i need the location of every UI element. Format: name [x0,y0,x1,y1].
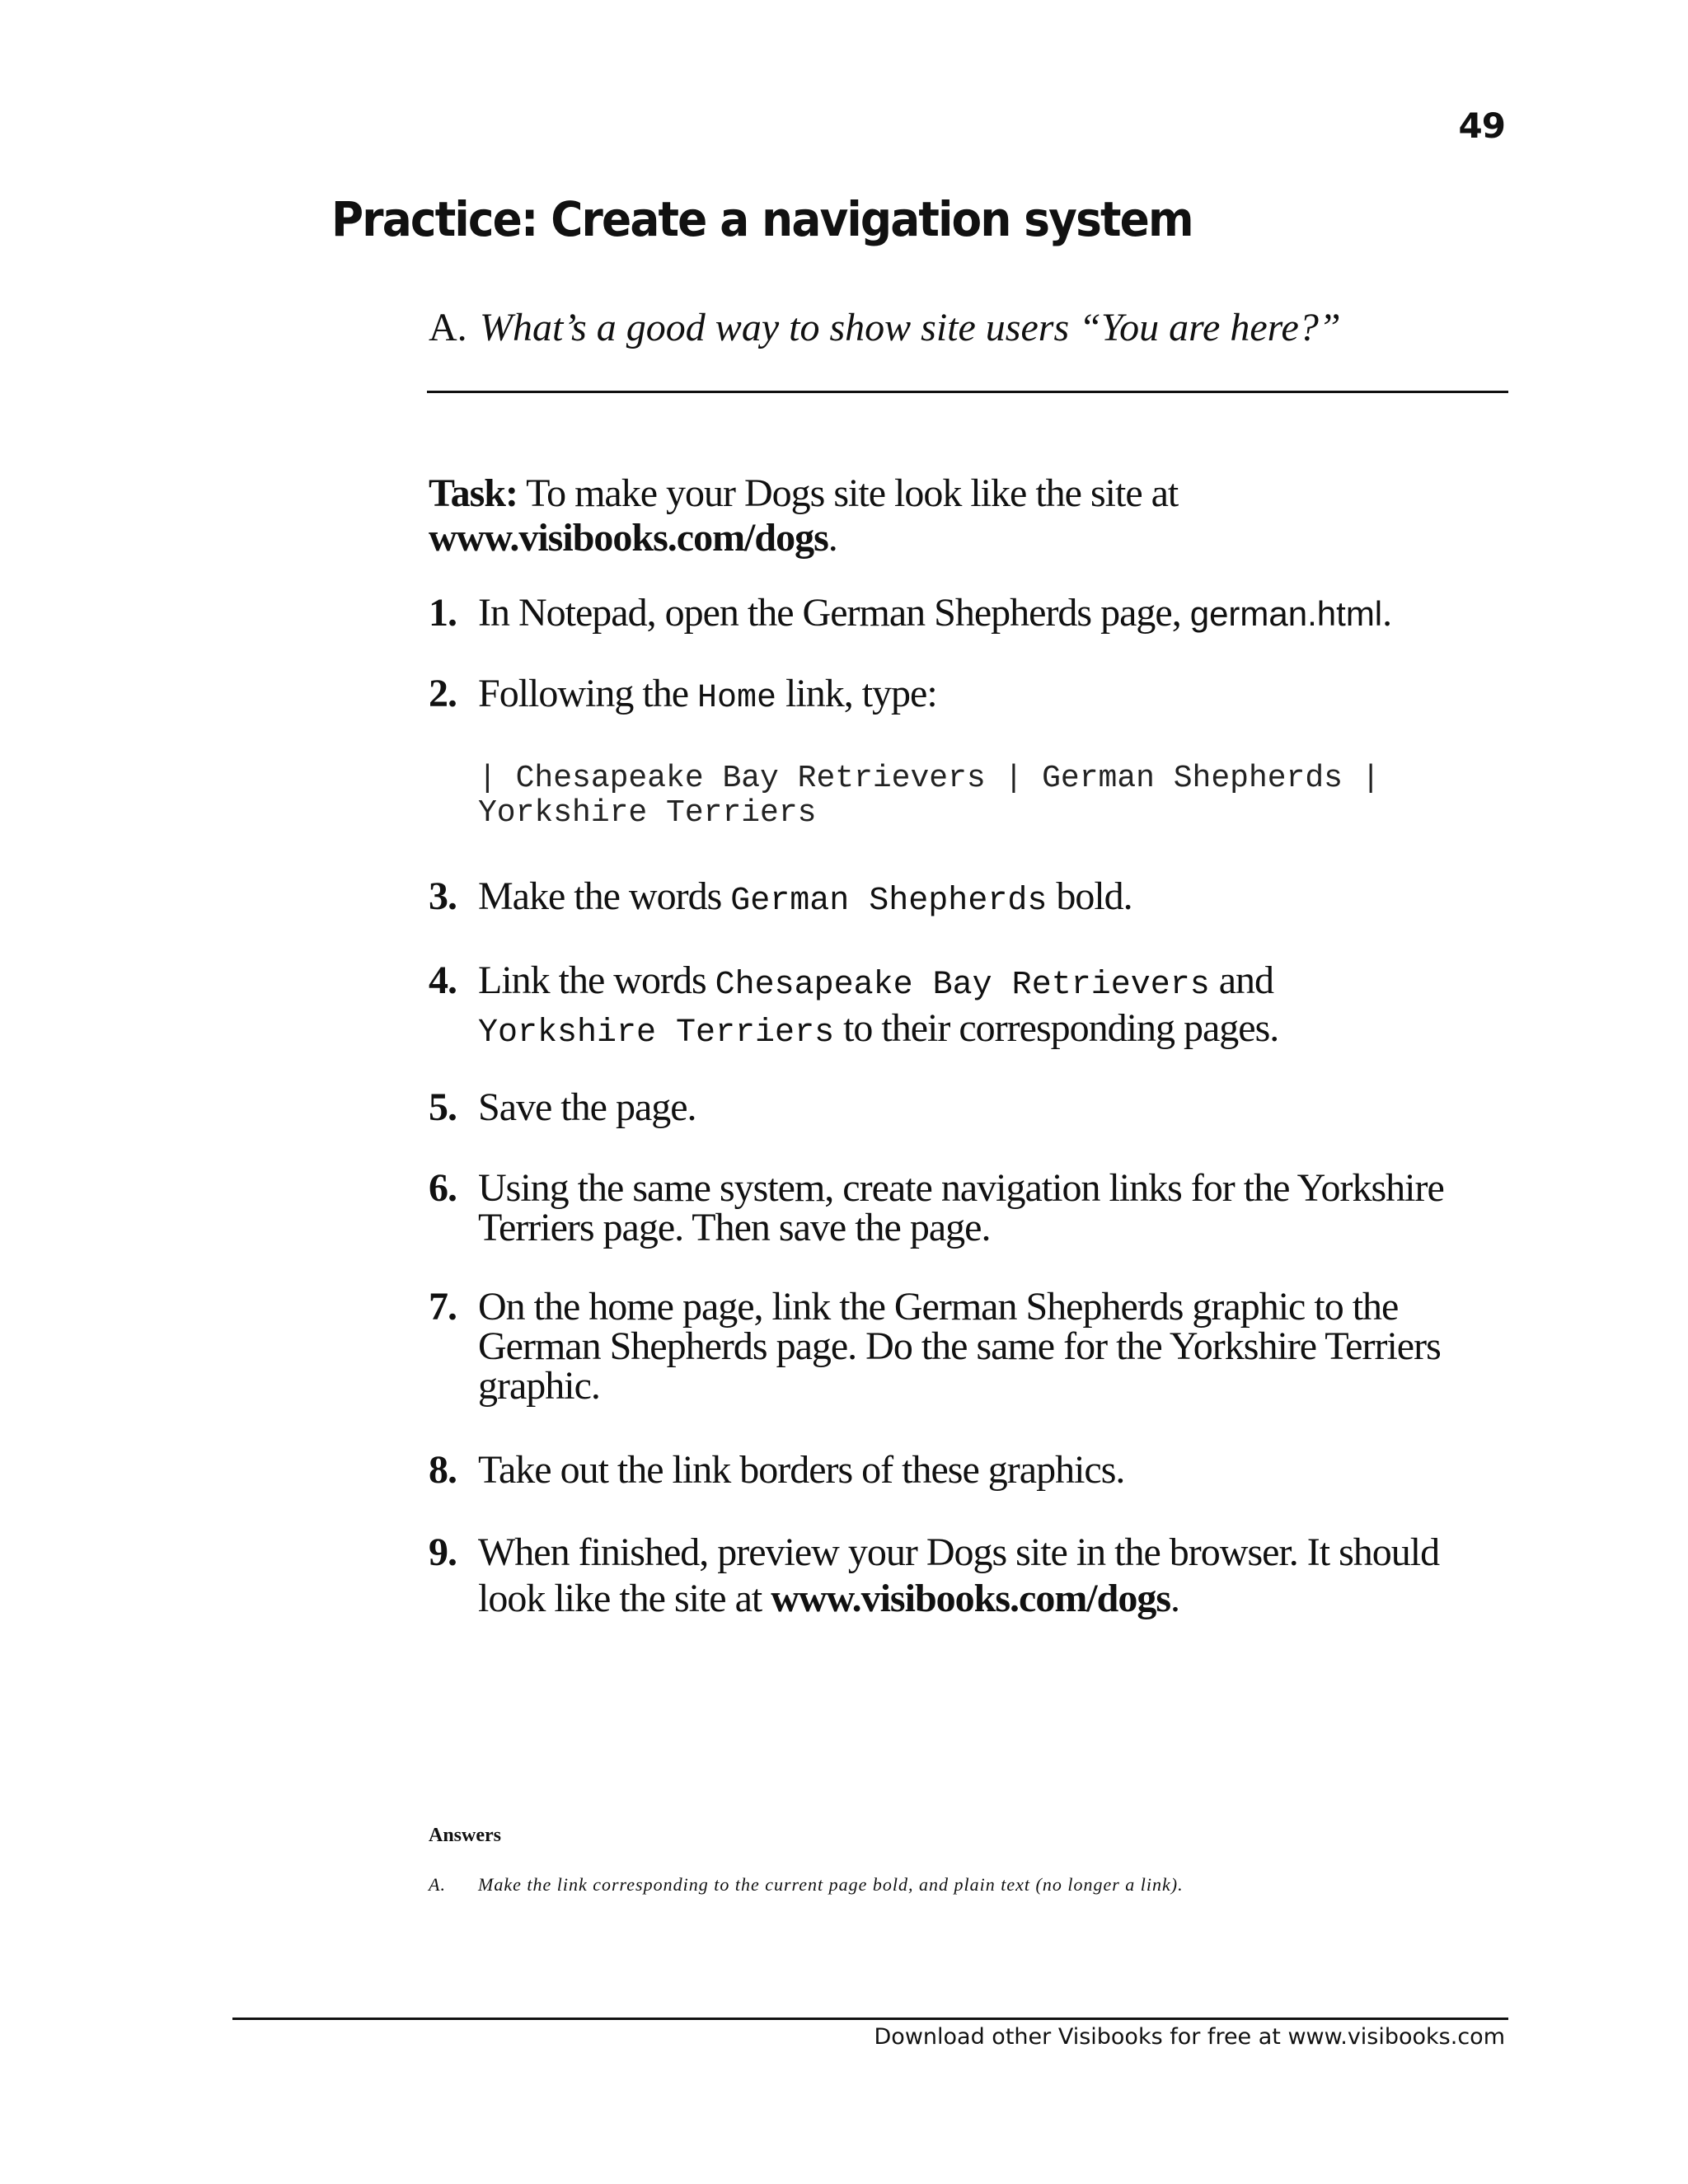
step-text: link, type: [776,672,937,715]
step-text: Take out the link borders of these graphics. [478,1448,1125,1492]
step-number: 8. [429,1448,457,1492]
step-code: Chesapeake Bay Retrievers [715,967,1210,1004]
step-text: In Notepad, open the German Shepherds page, [478,591,1190,635]
list-item [429,593,1566,634]
step-text: When finished, preview your Dogs site in the browser. It should look like the site at [478,1530,1440,1620]
page-title: Practice: Create a navigation system [331,191,1193,247]
step-number: 4. [429,958,457,1002]
step-text: On the home page, link the German Shepherds graphic to the German Shepherds page. Do the same for the Yorkshire Terriers graphic. [478,1285,1441,1408]
question-letter: A. [429,306,467,349]
task-text: To make your Dogs site look like the site at [526,471,1179,515]
list-item [429,1085,1566,1129]
answers-heading: Answers [429,1825,501,1846]
list-item [429,1448,1566,1492]
step-number: 6. [429,1166,457,1210]
task-url: www.visibooks.com/dogs [429,516,828,560]
step-number: 9. [429,1530,457,1574]
step-number: 2. [429,672,457,715]
step-code: German Shepherds [730,883,1048,920]
list-item [429,1166,1500,1249]
step-text: Make the words [478,874,731,918]
task-label: Task: [429,471,518,515]
step-url: www.visibooks.com/dogs [771,1577,1171,1620]
list-item [429,674,1566,719]
step-text: Save the page. [478,1085,696,1129]
step-end: . [1382,591,1392,635]
task-paragraph [429,471,1500,560]
step-code: Home [697,680,777,717]
list-item [429,874,1566,921]
list-item [429,1530,1500,1622]
step-number: 5. [429,1085,457,1129]
code-block [478,762,1381,831]
step-number: 3. [429,874,457,918]
footer-divider [232,2018,1508,2020]
step-filename: german.html [1189,594,1383,633]
answer-write-line [427,391,1508,393]
code-line: Yorkshire Terriers [478,795,817,831]
list-item [429,1287,1500,1406]
answer-text: Make the link corresponding to the current page bold, and plain text (no longer a link). [478,1874,1184,1895]
step-text: Using the same system, create navigation links for the Yorkshire Terriers page. Then save the page. [478,1166,1444,1249]
step-number: 7. [429,1285,457,1329]
list-item [429,959,1566,1055]
step-text: to their corresponding pages. [834,1006,1279,1050]
footer-text: Download other Visibooks for free at www.visibooks.com [874,2024,1505,2050]
step-text: and [1209,958,1274,1002]
step-text: Link the words [478,958,715,1002]
question-text: What’s a good way to show site users “You are here?” [480,306,1341,349]
answer-letter: A. [429,1874,446,1895]
step-end: . [1170,1577,1180,1620]
step-text: bold. [1047,874,1132,918]
question-a [429,305,1341,350]
step-text: Following the [478,672,698,715]
answer-item [429,1874,1184,1896]
task-end: . [828,516,837,560]
page-number: 49 [1458,105,1505,146]
step-code: Yorkshire Terriers [478,1015,835,1052]
step-number: 1. [429,591,457,635]
code-line: | Chesapeake Bay Retrievers | German Shepherds | [478,761,1381,796]
